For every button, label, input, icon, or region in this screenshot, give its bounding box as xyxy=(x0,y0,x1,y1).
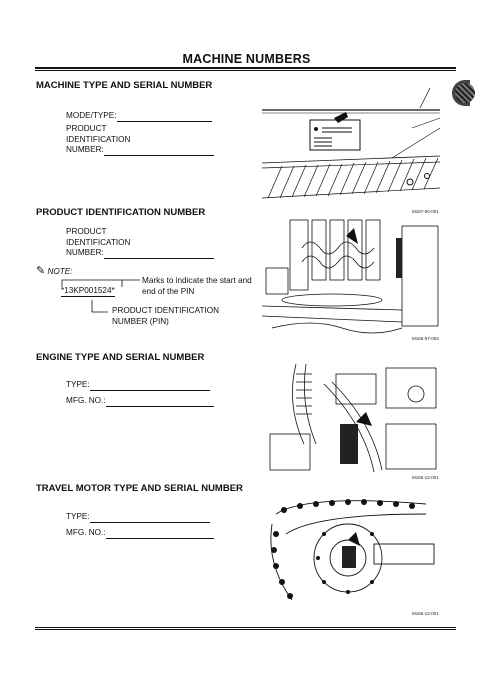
model-type-field xyxy=(66,111,212,122)
travel-section-heading: TRAVEL MOTOR TYPE AND SERIAL NUMBER xyxy=(36,483,243,494)
travel-mfg-field xyxy=(66,528,214,539)
pin-text-1: PRODUCT IDENTIFICATION xyxy=(112,306,220,315)
footer-rule xyxy=(35,627,456,628)
model-type-blank xyxy=(117,112,212,122)
engine-figure-caption: M155-12-001 xyxy=(412,475,439,480)
engine-type-label: TYPE: xyxy=(66,380,90,389)
pin-section-heading: PRODUCT IDENTIFICATION NUMBER xyxy=(36,207,206,218)
pencil-icon: ✎ xyxy=(36,265,46,277)
pin-text-2: NUMBER (PIN) xyxy=(112,316,169,326)
travel-type-field xyxy=(66,512,210,523)
pin-blank xyxy=(104,249,214,259)
travel-figure-caption: M165-12-001 xyxy=(412,611,439,616)
travel-type-blank xyxy=(90,513,210,523)
pin-label-3: NUMBER: xyxy=(66,248,104,257)
machine-plate-illustration xyxy=(262,88,442,206)
travel-mfg-label: MFG. NO.: xyxy=(66,528,106,537)
section-tab-marker xyxy=(452,80,470,106)
travel-type-label: TYPE: xyxy=(66,512,90,521)
engine-type-field xyxy=(66,380,210,391)
pin-label-1: PRODUCT xyxy=(66,227,107,236)
engine-mfg-field xyxy=(66,396,214,407)
engine-mfg-blank xyxy=(106,397,214,407)
marks-text-2: end of the PIN xyxy=(142,286,195,296)
pin-field xyxy=(66,227,214,259)
page-title: MACHINE NUMBERS xyxy=(182,52,311,66)
travel-motor-illustration xyxy=(266,494,442,608)
footer-rule-thin xyxy=(35,629,456,630)
engine-plate-illustration xyxy=(266,364,442,474)
machine-section-heading: MACHINE TYPE AND SERIAL NUMBER xyxy=(36,80,213,91)
pin-location-illustration xyxy=(262,218,442,336)
machine-pin-label-3: NUMBER: xyxy=(66,145,104,154)
model-type-label: MODE/TYPE: xyxy=(66,111,117,120)
header-rule-thin xyxy=(35,70,456,71)
engine-section-heading: ENGINE TYPE AND SERIAL NUMBER xyxy=(36,352,205,363)
machine-figure-caption: M157-00-001 xyxy=(412,209,439,214)
marks-explanation xyxy=(142,276,252,297)
header-rule xyxy=(35,67,456,69)
marks-text-1: Marks to indicate the start and xyxy=(142,276,252,285)
pin-figure-caption: M165-07-004 xyxy=(412,336,439,341)
machine-pin-label-1: PRODUCT xyxy=(66,124,107,133)
machine-pin-field xyxy=(66,124,214,156)
travel-mfg-blank xyxy=(106,529,214,539)
pin-explanation xyxy=(112,306,219,327)
engine-mfg-label: MFG. NO.: xyxy=(66,396,106,405)
pin-label-2: IDENTIFICATION xyxy=(66,237,131,247)
machine-pin-label-2: IDENTIFICATION xyxy=(66,134,131,144)
machine-pin-blank xyxy=(104,146,214,156)
example-pin: *13KP001524* xyxy=(61,286,115,295)
note-block xyxy=(36,266,73,278)
note-label: NOTE: xyxy=(47,267,73,276)
engine-type-blank xyxy=(90,381,210,391)
